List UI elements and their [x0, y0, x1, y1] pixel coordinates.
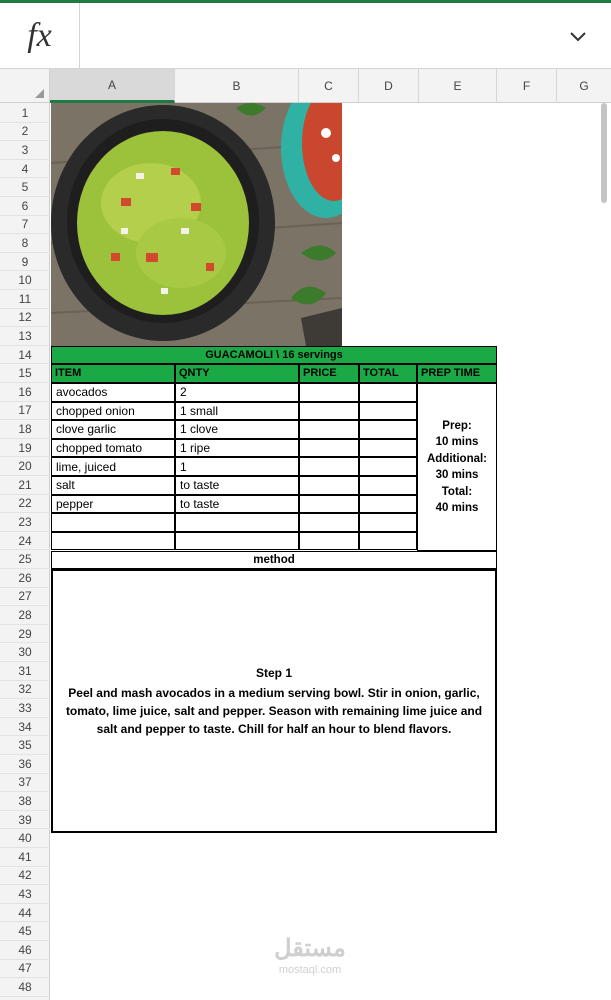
row-header[interactable]: 18: [0, 420, 50, 439]
price-cell[interactable]: [299, 476, 359, 495]
column-header-b[interactable]: B: [175, 69, 299, 103]
additional-label: Additional:: [426, 452, 488, 465]
row-header[interactable]: 6: [0, 197, 50, 216]
row-header[interactable]: 1: [0, 104, 50, 123]
row-header[interactable]: 43: [0, 885, 50, 904]
header-prep-time-cell[interactable]: PREP TIME: [417, 364, 497, 383]
qnty-cell[interactable]: [175, 532, 299, 551]
total-cell[interactable]: [359, 383, 417, 402]
row-header[interactable]: 19: [0, 439, 50, 458]
row-header[interactable]: 15: [0, 364, 50, 383]
row-header[interactable]: 39: [0, 811, 50, 830]
item-cell[interactable]: lime, juiced: [51, 457, 175, 476]
step-text: Peel and mash avocados in a medium serving bowl. Stir in onion, garlic, tomato, lime juice, salt and pepper. Season with remaining lime juice and salt and pepper to taste. Chill for half an hour to blend flavors.: [65, 686, 483, 736]
chevron-down-icon[interactable]: [567, 25, 589, 47]
method-header-cell[interactable]: method: [51, 551, 497, 569]
row-header[interactable]: 8: [0, 234, 50, 253]
row-header[interactable]: 24: [0, 532, 50, 551]
row-header[interactable]: 29: [0, 625, 50, 644]
qnty-cell[interactable]: 1 clove: [175, 420, 299, 439]
column-header-a[interactable]: A: [50, 69, 175, 103]
row-header[interactable]: 45: [0, 922, 50, 941]
row-header[interactable]: 22: [0, 495, 50, 514]
price-cell[interactable]: [299, 532, 359, 551]
prep-value: 10 mins: [435, 436, 479, 448]
column-header-e[interactable]: E: [419, 69, 497, 103]
price-cell[interactable]: [299, 495, 359, 514]
row-header[interactable]: 42: [0, 867, 50, 886]
row-header[interactable]: 28: [0, 606, 50, 625]
vertical-scrollbar[interactable]: [601, 103, 607, 203]
price-cell[interactable]: [299, 513, 359, 532]
row-header[interactable]: 9: [0, 253, 50, 272]
row-header[interactable]: 10: [0, 271, 50, 290]
header-qnty-cell[interactable]: QNTY: [175, 364, 299, 383]
additional-value: 30 mins: [435, 469, 479, 481]
row-header[interactable]: 4: [0, 160, 50, 179]
total-cell[interactable]: [359, 402, 417, 421]
qnty-cell[interactable]: 1 small: [175, 402, 299, 421]
row-header[interactable]: 21: [0, 476, 50, 495]
row-header[interactable]: 47: [0, 960, 50, 979]
row-header[interactable]: 41: [0, 848, 50, 867]
row-header[interactable]: 48: [0, 978, 50, 997]
column-header-c[interactable]: C: [299, 69, 359, 103]
row-header[interactable]: 27: [0, 588, 50, 607]
row-header[interactable]: 5: [0, 178, 50, 197]
total-cell[interactable]: [359, 513, 417, 532]
row-header[interactable]: 38: [0, 792, 50, 811]
row-header[interactable]: 26: [0, 569, 50, 588]
price-cell[interactable]: [299, 402, 359, 421]
select-all-corner[interactable]: [0, 69, 50, 103]
header-item-cell[interactable]: ITEM: [51, 364, 175, 383]
row-header[interactable]: 2: [0, 123, 50, 142]
qnty-cell[interactable]: to taste: [175, 495, 299, 514]
row-header[interactable]: 32: [0, 681, 50, 700]
price-cell[interactable]: [299, 420, 359, 439]
header-price-cell[interactable]: PRICE: [299, 364, 359, 383]
row-header[interactable]: 11: [0, 290, 50, 309]
header-total-cell[interactable]: TOTAL: [359, 364, 417, 383]
prep-label: Prep:: [442, 419, 472, 432]
column-header-f[interactable]: F: [497, 69, 557, 103]
column-header-d[interactable]: D: [359, 69, 419, 103]
row-header[interactable]: 46: [0, 941, 50, 960]
row-header[interactable]: 34: [0, 718, 50, 737]
sheet-grid[interactable]: [50, 103, 611, 1000]
total-cell[interactable]: [359, 495, 417, 514]
watermark-arabic: مستقل: [274, 935, 346, 962]
item-cell[interactable]: [51, 513, 175, 532]
total-cell[interactable]: [359, 476, 417, 495]
row-header[interactable]: 35: [0, 736, 50, 755]
recipe-title-cell[interactable]: GUACAMOLI \ 16 servings: [51, 346, 497, 364]
column-header-bar: [0, 69, 611, 103]
item-cell[interactable]: [51, 532, 175, 551]
item-cell[interactable]: clove garlic: [51, 420, 175, 439]
row-header-bar: [0, 103, 50, 1000]
fx-button[interactable]: fx: [0, 3, 80, 69]
row-header[interactable]: 16: [0, 383, 50, 402]
item-cell[interactable]: chopped tomato: [51, 439, 175, 458]
qnty-cell[interactable]: to taste: [175, 476, 299, 495]
total-cell[interactable]: [359, 457, 417, 476]
item-cell[interactable]: avocados: [51, 383, 175, 402]
row-header[interactable]: 13: [0, 327, 50, 346]
row-header[interactable]: 12: [0, 309, 50, 328]
total-label: Total:: [441, 485, 473, 498]
qnty-cell[interactable]: 1 ripe: [175, 439, 299, 458]
row-header[interactable]: 25: [0, 550, 50, 569]
total-cell[interactable]: [359, 439, 417, 458]
item-cell[interactable]: chopped onion: [51, 402, 175, 421]
item-cell[interactable]: pepper: [51, 495, 175, 514]
row-header[interactable]: 44: [0, 904, 50, 923]
select-all-icon: [35, 89, 44, 98]
total-cell[interactable]: [359, 532, 417, 551]
guacamole-image[interactable]: [51, 103, 342, 346]
row-header[interactable]: 37: [0, 774, 50, 793]
total-value: 40 mins: [435, 502, 479, 514]
qnty-cell[interactable]: [175, 513, 299, 532]
row-header[interactable]: 20: [0, 457, 50, 476]
column-header-g[interactable]: G: [579, 79, 589, 93]
row-header[interactable]: 30: [0, 643, 50, 662]
qnty-cell[interactable]: 1: [175, 457, 299, 476]
qnty-cell[interactable]: 2: [175, 383, 299, 402]
row-header[interactable]: 36: [0, 755, 50, 774]
row-header[interactable]: 14: [0, 346, 50, 365]
row-header[interactable]: 40: [0, 829, 50, 848]
total-cell[interactable]: [359, 420, 417, 439]
prep-time-cell[interactable]: [417, 383, 497, 551]
row-header[interactable]: 23: [0, 513, 50, 532]
formula-input[interactable]: [81, 3, 551, 69]
method-cell[interactable]: [51, 569, 497, 833]
row-header[interactable]: 33: [0, 699, 50, 718]
price-cell[interactable]: [299, 383, 359, 402]
step-title: Step 1: [255, 666, 292, 680]
row-header[interactable]: 3: [0, 141, 50, 160]
formula-bar: [0, 3, 611, 69]
watermark-latin: mostaql.com: [278, 964, 342, 976]
price-cell[interactable]: [299, 439, 359, 458]
row-header[interactable]: 31: [0, 662, 50, 681]
price-cell[interactable]: [299, 457, 359, 476]
watermark-logo: [260, 935, 360, 985]
item-cell[interactable]: salt: [51, 476, 175, 495]
row-header[interactable]: 7: [0, 216, 50, 235]
row-header[interactable]: 17: [0, 402, 50, 421]
